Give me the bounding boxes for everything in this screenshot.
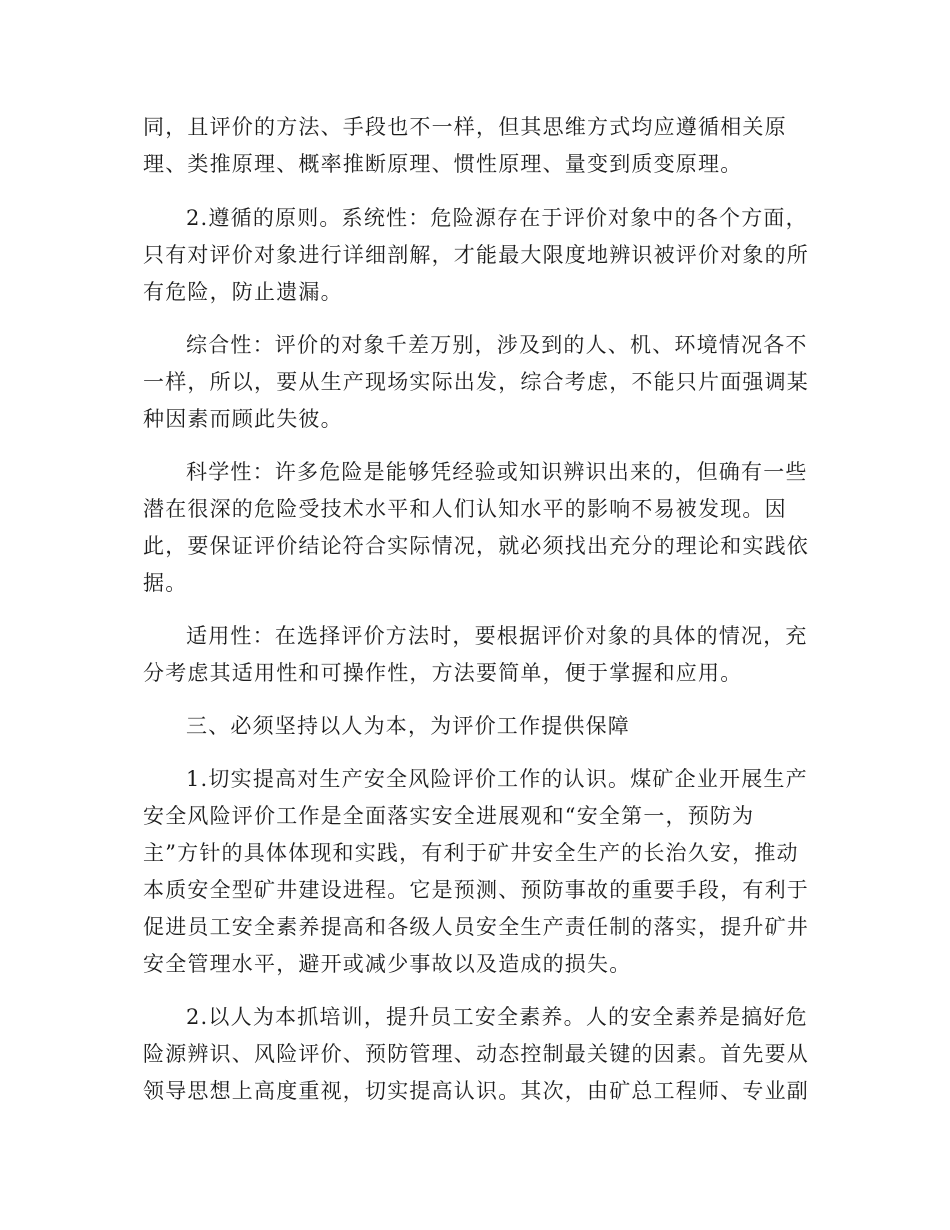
text-line: 安全风险评价工作是全面落实安全进展观和“安全第一，预防为 [143, 804, 755, 828]
text-line: 同，且评价的方法、手段也不一样，但其思维方式均应遵循相关原 [143, 115, 787, 139]
text-line: 本质安全型矿井建设进程。它是预测、预防事故的重要手段，有利于 [143, 878, 809, 902]
text-line: 1.切实提高对生产安全风险评价工作的认识。煤矿企业开展生产 [186, 767, 808, 791]
text-line: 领导思想上高度重视，切实提高认识。其次，由矿总工程师、专业副 [143, 1079, 809, 1103]
text-line: 险源辨识、风险评价、预防管理、动态控制最关键的因素。首先要从 [143, 1042, 809, 1066]
text-line: 适用性：在选择评价方法时，要根据评价对象的具体的情况，充 [186, 624, 808, 648]
text-line: 此，要保证评价结论符合实际情况，就必须找出充分的理论和实践依 [143, 534, 809, 558]
text-line: 种因素而顾此失彼。 [143, 407, 343, 431]
text-line: 主”方针的具体体现和实践，有利于矿井安全生产的长治久安，推动 [143, 841, 799, 865]
text-line: 科学性：许多危险是能够凭经验或知识辨识出来的，但确有一些 [186, 460, 808, 484]
text-line: 一样，所以，要从生产现场实际出发，综合考虑，不能只片面强调某 [143, 370, 809, 394]
text-line: 潜在很深的危险受技术水平和人们认知水平的影响不易被发现。因 [143, 497, 787, 521]
section-heading: 三、必须坚持以人为本，为评价工作提供保障 [186, 714, 630, 738]
text-line: 安全管理水平，避开或减少事故以及造成的损失。 [143, 952, 632, 976]
text-line: 综合性：评价的对象千差万别，涉及到的人、机、环境情况各不 [186, 333, 808, 357]
text-line: 促进员工安全素养提高和各级人员安全生产责任制的落实，提升矿井 [143, 915, 809, 939]
text-line: 分考虑其适用性和可操作性，方法要简单，便于掌握和应用。 [143, 661, 743, 685]
text-line: 只有对评价对象进行详细剖解，才能最大限度地辨识被评价对象的所 [143, 243, 809, 267]
text-line: 2.遵循的原则。系统性：危险源存在于评价对象中的各个方面， [186, 206, 808, 230]
text-line: 有危险，防止遗漏。 [143, 280, 343, 304]
text-line: 2.以人为本抓培训，提升员工安全素养。人的安全素养是搞好危 [186, 1005, 808, 1029]
text-line: 据。 [143, 571, 188, 595]
text-line: 理、类推原理、概率推断原理、惯性原理、量变到质变原理。 [143, 152, 743, 176]
